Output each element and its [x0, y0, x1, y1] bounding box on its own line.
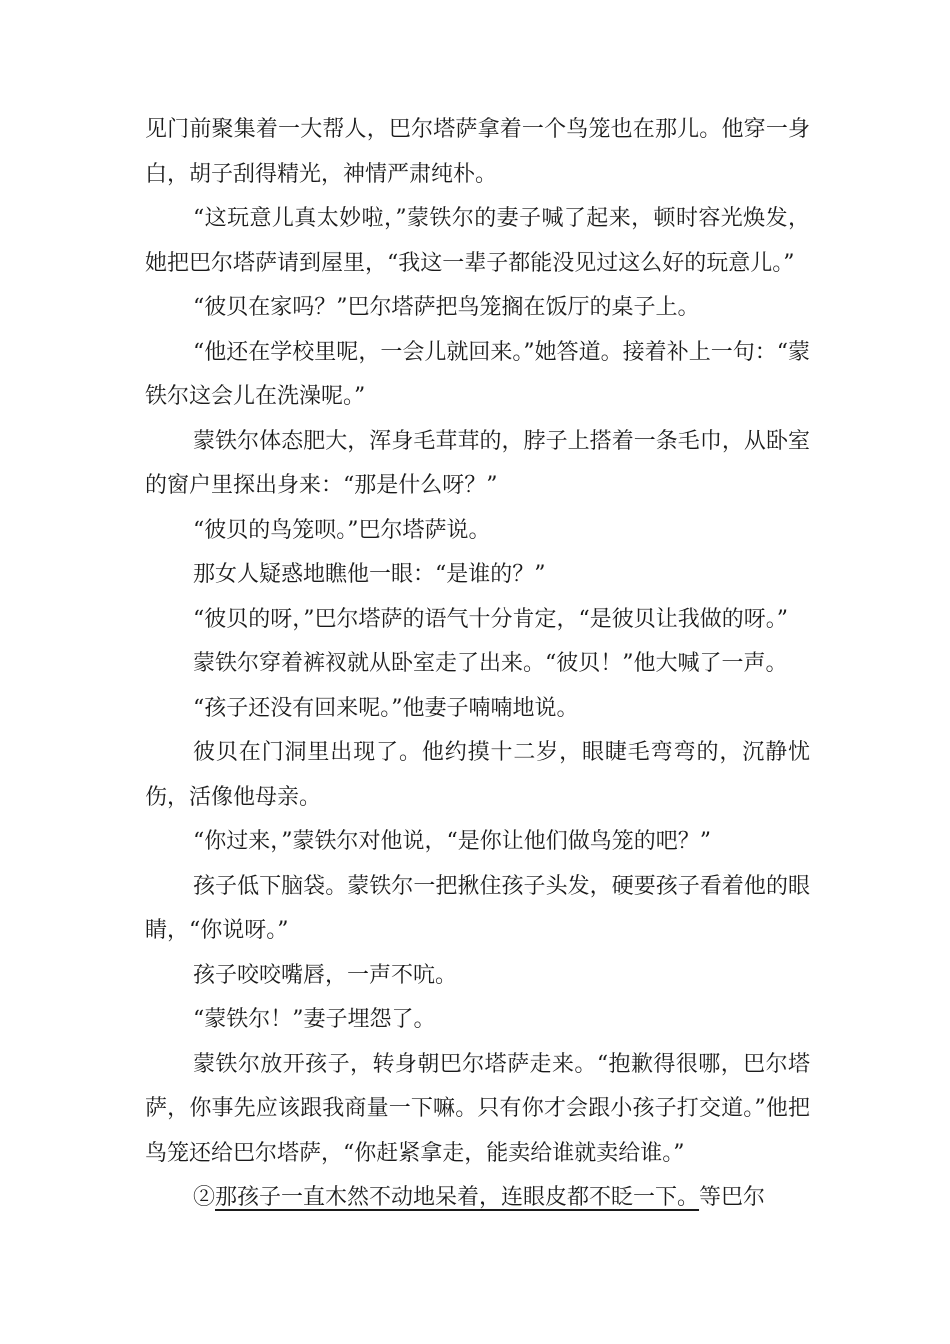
question-marker: ②	[193, 1185, 216, 1210]
paragraph-3: “彼贝在家吗？”巴尔塔萨把鸟笼搁在饭厅的桌子上。	[193, 295, 700, 320]
document-page	[145, 108, 810, 1221]
paragraph-1: 见门前聚集着一大帮人，巴尔塔萨拿着一个鸟笼也在那儿。他穿一身白，胡子刮得精光，神情严肃纯朴。	[145, 117, 810, 187]
trailing-text: 等巴尔	[699, 1185, 766, 1210]
paragraph-6: “彼贝的鸟笼呗。”巴尔塔萨说。	[193, 517, 491, 543]
paragraph-9: 蒙铁尔穿着裤衩就从卧室走了出来。“彼贝！”他大喊了一声。	[193, 651, 788, 676]
paragraph-4: “他还在学校里呢，一会儿就回来。”她答道。接着补上一句：“蒙铁尔这会儿在洗澡呢。”	[145, 339, 810, 409]
paragraph-2: “这玩意儿真太妙啦，”蒙铁尔的妻子喊了起来，顿时容光焕发，她把巴尔塔萨请到屋里，“我这一辈子都能没见过这么好的玩意儿。”	[145, 206, 810, 276]
paragraph-15: “蒙铁尔！”妻子埋怨了。	[193, 1007, 436, 1032]
paragraph-13: 孩子低下脑袋。蒙铁尔一把揪住孩子头发，硬要孩子看着他的眼睛，“你说呀。”	[145, 873, 810, 943]
paragraph-14: 孩子咬咬嘴唇，一声不吭。	[193, 962, 458, 988]
paragraph-7: 那女人疑惑地瞧他一眼：“是谁的？”	[193, 562, 546, 587]
paragraph-8: “彼贝的呀，”巴尔塔萨的语气十分肯定，“是彼贝让我做的呀。”	[193, 606, 788, 632]
paragraph-17	[145, 1176, 810, 1221]
paragraph-12: “你过来，”蒙铁尔对他说，“是你让他们做鸟笼的吧？”	[193, 829, 711, 854]
paragraph-16: 蒙铁尔放开孩子，转身朝巴尔塔萨走来。“抱歉得很哪，巴尔塔萨，你事先应该跟我商量一下嘛。只有你才会跟小孩子打交道。”他把鸟笼还给巴尔塔萨，“你赶紧拿走，能卖给谁就卖给谁。”	[145, 1051, 810, 1166]
paragraph-10: “孩子还没有回来呢。”他妻子喃喃地说。	[193, 695, 579, 721]
underlined-sentence: 那孩子一直木然不动地呆着，连眼皮都不眨一下。	[215, 1185, 700, 1210]
paragraph-5: 蒙铁尔体态肥大，浑身毛茸茸的，脖子上搭着一条毛巾，从卧室的窗户里探出身来：“那是什么呀？”	[145, 428, 810, 498]
paragraph-11: 彼贝在门洞里出现了。他约摸十二岁，眼睫毛弯弯的，沉静忧伤，活像他母亲。	[145, 740, 810, 810]
